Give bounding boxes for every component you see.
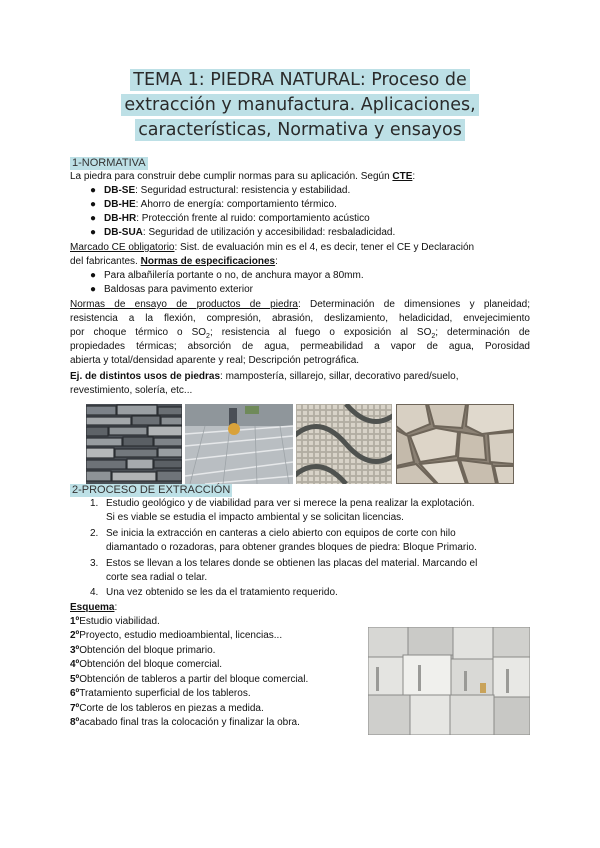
ensayo-line-5: abierta y total/densidad aparente y real; Descripción petrográfica. [70,355,360,366]
list-item: ● DB-SE: Seguridad estructural: resistencia y estabilidad. [90,185,351,196]
esquema-item: 1ºEstudio viabilidad. [70,616,160,627]
ensayo-line-3: por choque térmico o $SO_2$; resistencia al fuego o exposición al $SO_2$; determinación de [70,327,530,340]
stone-pavement-photo [185,404,293,484]
list-item: 3. Estos se llevan a los telares donde se obtienen las placas del material. Marcando el corte sea radial o telar. [90,558,478,583]
title-line-2: extracción y manufactura. Aplicaciones, [121,94,478,116]
ensayo-line-2: resistencia a la flexión, compresión, abrasión, deslizamiento, heladicidad, envejecimiento [70,313,530,324]
title-line-3: características, Normativa y ensayos [135,119,465,141]
esquema-item: 4ºObtención del bloque comercial. [70,659,223,670]
list-item: ● Baldosas para pavimento exterior [90,284,253,295]
marcado-ce-line-2: del fabricantes. Normas de especificaciones: [70,256,278,267]
list-item: ● Para albañilería portante o no, de anchura mayor a 80mm. [90,270,364,281]
marcado-ce-line: Marcado CE obligatorio: Sist. de evaluación min es el 4, es decir, tener el CE y Declaración [70,242,475,253]
page-title [70,68,530,143]
list-item: ● DB-HR: Protección frente al ruido: comportamiento acústico [90,213,370,224]
list-item: 4. Una vez obtenido se les da el tratamiento requerido. [90,587,338,598]
stone-wall-photo [396,404,514,484]
normativa-intro: La piedra para construir debe cumplir normas para su aplicación. Según CTE: [70,171,416,182]
esquema-item: 6ºTratamiento superficial de los tableros. [70,688,251,699]
esquema-item: 2ºProyecto, estudio medioambiental, licencias... [70,630,283,641]
usos-line-2: revestimiento, solería, etc... [70,385,193,396]
usos-line: Ej. de distintos usos de piedras: mampostería, sillarejo, sillar, decorativo pared/suelo, [70,371,459,382]
esquema-heading: Esquema: [70,602,118,613]
section-heading-extraccion: 2-PROCESO DE EXTRACCIÓN [72,484,231,496]
stone-masonry-photo [86,404,182,484]
section-heading-normativa: 1-NORMATIVA [72,157,146,169]
list-item: 1. Estudio geológico y de viabilidad para ver si merece la pena realizar la explotación. Si es viable se estudia el impacto ambiental y se solicitan licencias. [90,498,475,523]
esquema-item: 7ºCorte de los tableros en piezas a medida. [70,703,264,714]
list-item: 2. Se inicia la extracción en canteras a cielo abierto con equipos de corte con hilo diamantado o rozadoras, para obtener grandes bloques de piedra: Bloque Primario. [90,528,477,553]
mosaic-paving-photo [296,404,392,484]
esquema-item: 8ºacabado final tras la colocación y finalizar la obra. [70,717,300,728]
title-line-1: TEMA 1: PIEDRA NATURAL: Proceso de [130,69,469,91]
list-item: ● DB-HE: Ahorro de energía: comportamiento térmico. [90,199,337,210]
quarry-blocks-photo [368,627,530,735]
list-item: ● DB-SUA: Seguridad de utilización y accesibilidad: resbaladicidad. [90,227,396,238]
esquema-item: 3ºObtención del bloque primario. [70,645,216,656]
ensayo-line-4: propiedades térmicas; absorción de agua, permeabilidad a vapor de agua, Porosidad [70,341,530,352]
ensayo-line-1: Normas de ensayo de productos de piedra: Determinación de dimensiones y planeidad; [70,299,530,310]
esquema-item: 5ºObtención de tableros a partir del bloque comercial. [70,674,309,685]
